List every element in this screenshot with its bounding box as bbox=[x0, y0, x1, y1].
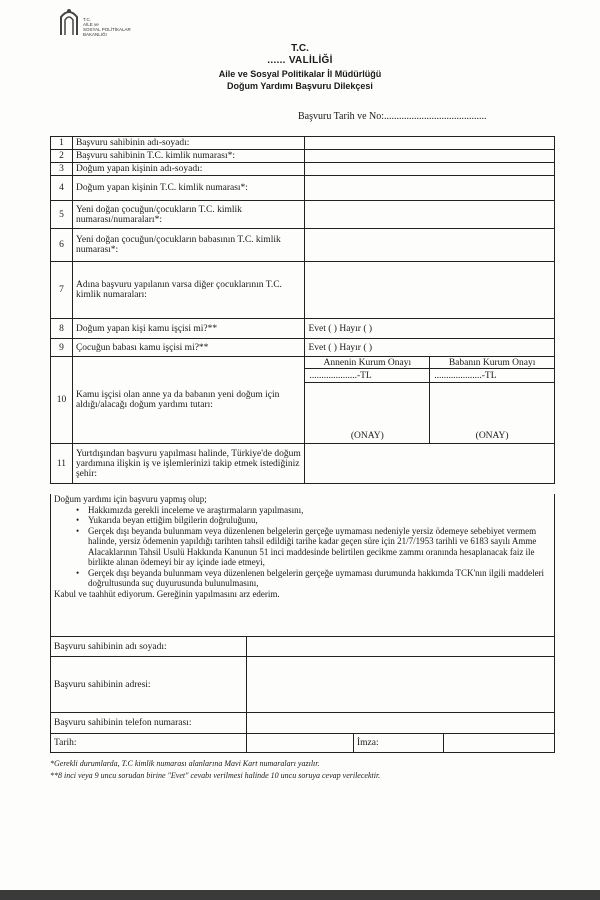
table-row bbox=[51, 734, 555, 753]
row-number: 10 bbox=[51, 357, 73, 444]
father-approval-header: Babanın Kurum Onayı bbox=[430, 357, 554, 369]
table-row bbox=[51, 137, 555, 150]
date-label: Tarih: bbox=[51, 734, 247, 753]
row-number: 4 bbox=[51, 176, 73, 201]
signature-label: İmza: bbox=[354, 734, 444, 753]
declaration-item: • Gerçek dışı beyanda bulunmam veya düzenlenen belgelerin gerçeğe uymaması durumunda hakkımda TCK'nın ilgili maddeleri doğrultusunda suç duyurusunda bulunulmasını, bbox=[54, 568, 551, 589]
header-directorate: Aile ve Sosyal Politikalar İl Müdürlüğü bbox=[218, 69, 382, 79]
name-label: Başvuru sahibinin adı soyadı: bbox=[51, 637, 247, 657]
row-number: 2 bbox=[51, 150, 73, 163]
declaration-section bbox=[50, 494, 555, 639]
scan-edge bbox=[0, 890, 600, 900]
row-number: 3 bbox=[51, 163, 73, 176]
phone-field[interactable] bbox=[247, 713, 555, 734]
father-public-worker-choice[interactable]: Evet ( ) Hayır ( ) bbox=[305, 339, 555, 357]
table-row bbox=[51, 339, 555, 357]
mother-approval-header: Annenin Kurum Onayı bbox=[305, 357, 429, 369]
address-field[interactable] bbox=[247, 657, 555, 713]
table-row bbox=[51, 150, 555, 163]
logo-text-line: AİLE ve bbox=[83, 22, 99, 27]
declaration-item: • Gerçek dışı beyanda bulunmam veya düzenlenen belgelerin gerçeğe uymaması nedeniyle yersiz ödemeye sebebiyet vermem halinde, yersiz ödemenin yapıldığı tarihten tahsil edildiği tarihe kadar geçen süre için 21/7/1953 tarihli ve 6183 sayılı Amme Alacaklarının Tahsil Usulü Hakkında Kanunun 51 inci maddesinde belirtilen gecikme zammı oranında hesaplanacak faiz ile birlikte alınan ödemeyi bir ay içinde iade etmeyi, bbox=[54, 526, 551, 568]
declaration-item: • Yukarıda beyan ettiğim bilgilerin doğruluğunu, bbox=[54, 515, 551, 526]
declaration-closing: Kabul ve taahhüt ediyorum. Gereğinin yapılmasını arz ederim. bbox=[54, 588, 280, 599]
header-valilik: ...... VALİLİĞİ bbox=[267, 55, 333, 66]
other-children-id-field[interactable] bbox=[305, 262, 555, 319]
row-question: Kamu işçisi olan anne ya da babanın yeni doğum için aldığı/alacağı doğum yardımı tutarı: bbox=[72, 357, 305, 444]
logo-text bbox=[83, 17, 131, 37]
mother-public-worker-choice[interactable]: Evet ( ) Hayır ( ) bbox=[305, 319, 555, 339]
row-question: Yeni doğan çocuğun/çocukların T.C. kimlik numarası/numaraları*: bbox=[72, 201, 305, 229]
application-table bbox=[50, 136, 555, 484]
approval-columns bbox=[305, 357, 554, 443]
follow-up-city-field[interactable] bbox=[305, 444, 555, 484]
row-question: Başvuru sahibinin adı-soyadı: bbox=[72, 137, 305, 150]
mother-amount-field[interactable]: ....................-TL bbox=[305, 369, 429, 383]
row-question: Yurtdışından başvuru yapılması halinde, Türkiye'de doğum yardımına ilişkin iş ve işlemlerinizi takip etmek istediğiniz şehir: bbox=[72, 444, 305, 484]
logo-text-line: SOSYAL POLİTİKALAR bbox=[83, 27, 131, 32]
table-row bbox=[51, 357, 555, 444]
row-question: Doğum yapan kişinin T.C. kimlik numarası*: bbox=[72, 176, 305, 201]
row-question: Başvuru sahibinin T.C. kimlik numarası*: bbox=[72, 150, 305, 163]
declaration-item: • Hakkımızda gerekli inceleme ve araştırmaların yapılmasını, bbox=[54, 505, 551, 516]
row-question: Doğum yapan kişinin adı-soyadı: bbox=[72, 163, 305, 176]
logo-text-line: T.C. bbox=[83, 17, 92, 22]
row-number: 11 bbox=[51, 444, 73, 484]
mother-id-field[interactable] bbox=[305, 176, 555, 201]
row-number: 1 bbox=[51, 137, 73, 150]
mother-name-field[interactable] bbox=[305, 163, 555, 176]
signature-field[interactable] bbox=[444, 734, 555, 753]
phone-label: Başvuru sahibinin telefon numarası: bbox=[51, 713, 247, 734]
row-number: 6 bbox=[51, 229, 73, 262]
applicant-info-table bbox=[50, 636, 555, 753]
table-row bbox=[51, 713, 555, 734]
approval-cell bbox=[305, 357, 555, 444]
table-row bbox=[51, 176, 555, 201]
father-approval-column bbox=[429, 357, 554, 443]
row-question: Adına başvuru yapılanın varsa diğer çocuklarının T.C. kimlik numaraları: bbox=[72, 262, 305, 319]
father-id-field[interactable] bbox=[305, 229, 555, 262]
header-form-title: Doğum Yardımı Başvuru Dilekçesi bbox=[227, 81, 373, 91]
ministry-emblem-icon bbox=[57, 5, 81, 39]
footnotes bbox=[50, 758, 570, 782]
footnote-1: *Gerekli durumlarda, T.C kimlik numarası alanlarına Mavi Kart numaraları yazılır. bbox=[50, 759, 320, 768]
row-number: 7 bbox=[51, 262, 73, 319]
table-row bbox=[51, 163, 555, 176]
row-number: 8 bbox=[51, 319, 73, 339]
date-field[interactable] bbox=[247, 734, 354, 753]
father-onay-label: (ONAY) bbox=[475, 431, 509, 441]
header-tc: T.C. bbox=[291, 43, 309, 54]
declaration-list bbox=[54, 505, 551, 589]
mother-onay-label: (ONAY) bbox=[350, 431, 384, 441]
table-row bbox=[51, 657, 555, 713]
table-row bbox=[51, 262, 555, 319]
address-label: Başvuru sahibinin adresi: bbox=[51, 657, 247, 713]
father-amount-field[interactable]: ....................-TL bbox=[430, 369, 554, 383]
application-date-number: Başvuru Tarih ve No:......................................... bbox=[298, 111, 487, 122]
footnote-2: **8 inci veya 9 uncu sorudan birine "Evet" cevabı verilmesi halinde 10 uncu soruya cevap verilecektir. bbox=[50, 771, 381, 780]
table-row bbox=[51, 444, 555, 484]
declaration-intro: Doğum yardımı için başvuru yapmış olup; bbox=[54, 494, 207, 504]
row-number: 9 bbox=[51, 339, 73, 357]
name-field[interactable] bbox=[247, 637, 555, 657]
mother-approval-column bbox=[305, 357, 429, 443]
table-row bbox=[51, 637, 555, 657]
table-row bbox=[51, 201, 555, 229]
ministry-logo bbox=[57, 5, 137, 41]
row-question: Çocuğun babası kamu işçisi mi?** bbox=[72, 339, 305, 357]
row-question: Yeni doğan çocuğun/çocukların babasının T.C. kimlik numarası*: bbox=[72, 229, 305, 262]
table-row bbox=[51, 319, 555, 339]
newborn-id-field[interactable] bbox=[305, 201, 555, 229]
table-row bbox=[51, 229, 555, 262]
row-question: Doğum yapan kişi kamu işçisi mi?** bbox=[72, 319, 305, 339]
applicant-name-field[interactable] bbox=[305, 137, 555, 150]
logo-text-line: BAKANLIĞI bbox=[83, 32, 107, 37]
applicant-id-field[interactable] bbox=[305, 150, 555, 163]
row-number: 5 bbox=[51, 201, 73, 229]
